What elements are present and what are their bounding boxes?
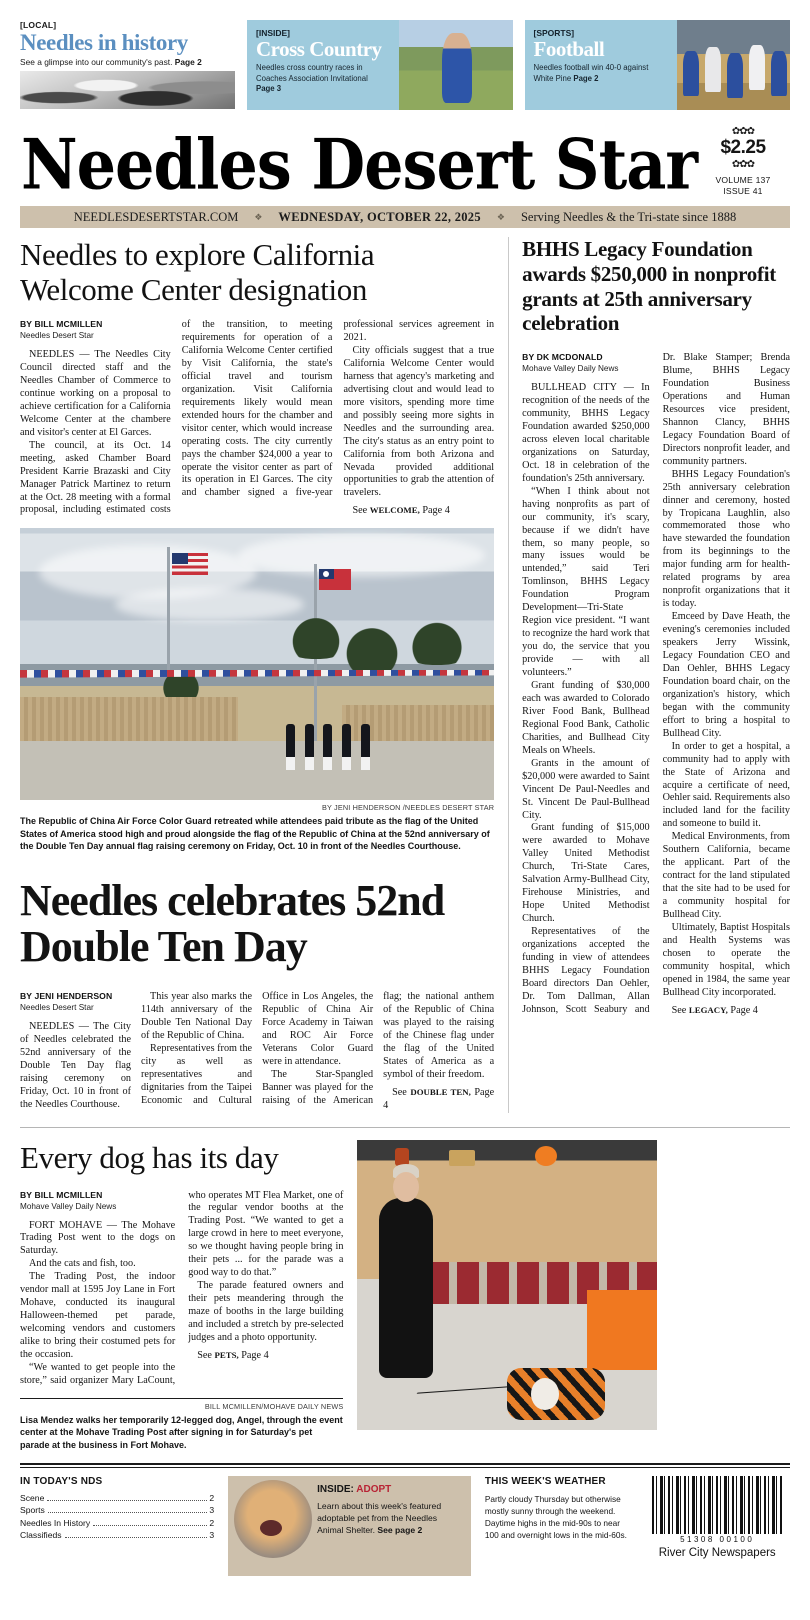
teaser-sub-local (20, 57, 235, 68)
jump-prefix: See (197, 1349, 212, 1361)
right-byline: BY DK MCDONALD (522, 352, 603, 363)
right-paragraph: Grant funding of $15,000 were awarded to Mohave Valley United Methodist Church, Tri-State Cares, Salvation Army-Bullhead City, Firehouse Ministries, and Hope United Methodist Church. (522, 822, 650, 925)
teaser-strip (20, 0, 790, 120)
teaser-title-inside[interactable]: Cross Country (256, 37, 382, 61)
index-dots (48, 1512, 208, 1513)
index-row[interactable] (20, 1493, 214, 1503)
index-page: 3 (209, 1505, 215, 1516)
right-paragraph: Medical Environments, from Southern California, became the applicant. Part of the contract for the land stipulated that the site had to be used for a community hospital for Bullhead City. (662, 831, 790, 921)
jump-page: Page 4 (241, 1349, 269, 1361)
diamond-separator-icon: ❖ (254, 211, 263, 222)
lead-paragraph: The council, at its Oct. 14 meeting, asked Chamber Board President Karrie Brazaski and City Manager Patrick Martinez to return at the Oct. 28 meeting with a formal proposal, including estimated costs of the transition, to meeting requirements for operation of a California Welcome Center certified by Visit California, the state's official travel and tourism organization. Visit California requirements likely would mean extended hours for the chamber and visitor center, which would increase operating costs. The city currently pays the chamber $24,000 a year to operate the visitor center as part of its operation in El Garces. The city and chamber signed a five-year professional services agreement in 2021. (20, 319, 495, 516)
index-row[interactable] (20, 1530, 214, 1540)
teaser-local[interactable] (20, 20, 235, 120)
dog-jump-line[interactable] (188, 1350, 343, 1363)
teaser-inside[interactable] (247, 20, 513, 110)
barcode-icon (652, 1476, 782, 1534)
teaser-page-local: Page 2 (174, 57, 202, 68)
jump-prefix: See (352, 505, 368, 517)
dog-paragraph: “We wanted to get people into the store,” said organizer Mary LaCount, who operates MT Flea Market, one of the regular vendor booths at the Trading Post. “We wanted to get a large crowd in here to meet everyone, so we thought having people bring in their pets ... for the parade was a good way to do that.” (20, 1189, 344, 1386)
index-row[interactable] (20, 1518, 214, 1528)
cross-country-runner-photo (399, 20, 513, 110)
dog-paragraph: And the cats and fish, too. (29, 1258, 136, 1270)
jump-page: Page 4 (422, 505, 450, 517)
issue-number: ISSUE 41 (723, 186, 763, 197)
double-ten-byline-org: Needles Desert Star (20, 1002, 94, 1012)
jump-prefix: See (671, 1004, 687, 1016)
adopt-body (317, 1500, 463, 1536)
lead-story-body (20, 319, 494, 518)
index-label: Classifieds (20, 1530, 62, 1541)
weather-body: Partly cloudy Thursday but otherwise mostly sunny through the weekend. Daytime highs in the mid-90s to near 100 and overnight lows in the mid-60s. (484, 1493, 627, 1540)
index-page: 3 (209, 1530, 215, 1541)
lead-byline: BY BILL MCMILLEN (20, 319, 103, 330)
double-ten-byline: BY JENI HENDERSON (20, 990, 113, 1001)
adopt-promo-block[interactable] (228, 1476, 471, 1576)
index-label: Needles In History (20, 1517, 91, 1528)
jump-page: Page 4 (730, 1004, 758, 1016)
index-block (20, 1476, 214, 1576)
teaser-sub-text: Needles cross country races in Coaches Association Invitational (256, 63, 368, 83)
teaser-title-local[interactable]: Needles in history (20, 30, 188, 55)
teaser-sub-text: Needles football win 40-0 against White Pine (533, 63, 649, 83)
adoptable-dog-photo (228, 1476, 313, 1576)
adopt-body-link[interactable]: See page 2 (377, 1524, 423, 1535)
footer-rule (20, 1463, 790, 1465)
index-title: IN TODAY'S NDS (20, 1475, 103, 1487)
ornament-top-icon: ✿✿✿ (731, 126, 755, 137)
weather-title: THIS WEEK'S WEATHER (484, 1475, 606, 1487)
newspaper-title-text: Needles Desert Star (20, 123, 698, 206)
dog-story-section (20, 1140, 790, 1451)
dog-byline: BY BILL MCMILLEN (20, 1189, 103, 1200)
index-label: Scene (20, 1492, 45, 1503)
main-content-grid (20, 237, 790, 1113)
lead-paragraph: NEEDLES — The Needles City Council directed staff and the Needles Chamber of Commerce to continue working on a proposal to achieve certification for a California Welcome Center at the chambere and visitor's center at El Garces. (20, 349, 171, 438)
dog-byline-org: Mohave Valley Daily News (20, 1201, 117, 1211)
teaser-sub-sports (534, 63, 669, 84)
right-paragraph: Representatives of the organizations accepted the funding in view of attendees BHHS Legacy Foundation Board directors Dan Oehler, Dr. Tom Dallman, Allan Johnson, Scott Seabury and Dr. Blake Stamper; Brenda Blume, BHHS Legacy Foundation Business Operations and Human Resources vice president, Shannon Clancy, BHHS Legacy Foundation Board of Directors nonprofit leader, and community partners. (522, 352, 790, 1015)
double-ten-day-flag-ceremony-photo (20, 528, 494, 800)
main-photo-caption: The Republic of China Air Force Color Guard retreated while attendees paid tribute as the flag of the United States of America stood high and proud alongside the flag of the Republic of China at the 52nd anniversary of the Double Ten Day annual flag raising ceremony on Friday, Oct. 10 in front of the Needles Courthouse. (20, 816, 490, 851)
teaser-kicker-inside: [INSIDE] (256, 28, 290, 38)
main-photo-credit: BY JENI HENDERSON /NEEDLES DESERT STAR (321, 803, 495, 813)
teaser-sub-inside (256, 63, 391, 95)
dog-photo-caption: Lisa Mendez walks her temporarily 12-legged dog, Angel, through the event center at the Mohave Trading Post after signing in for Saturday's pet parade at the business in Fort Mohave. (20, 1414, 343, 1450)
right-paragraph: Grants in the amount of $20,000 were awarded to Saint Vincent De Paul-Needles and St. Vincent De Paul-Bullhead City. (522, 757, 650, 821)
barcode-digits: 51308 00100 (680, 1534, 755, 1544)
index-dots (65, 1537, 208, 1538)
teaser-page-sports: Page 2 (573, 73, 599, 83)
jump-label: DOUBLE TEN, (410, 1086, 471, 1097)
price-block (700, 128, 786, 197)
right-paragraph: BHHS Legacy Foundation's 25th anniversary celebration dinner and ceremony, hosted by Tropicana Laughlin, also commemorated those who have stewarded the foundation from its beginnings to the major funding arm for health-related programs by area nonprofit organizations that it is today. (662, 468, 790, 610)
adopt-text (313, 1476, 471, 1576)
right-story-body (522, 352, 790, 1018)
double-ten-paragraph: This year also marks the 114th anniversary of the Double Ten National Day of the Republic of China. (141, 990, 253, 1041)
right-paragraph: Grant funding of $30,000 each was awarded to Colorado River Food Bank, Bullhead Regional Food Bank, Catholic Charities, and Bullhead City Meals on Wheels. (522, 679, 650, 756)
teaser-page-inside: Page 3 (256, 84, 282, 94)
publisher-name: River City Newspapers (658, 1546, 776, 1559)
right-paragraph: Ultimately, Baptist Hospitals and Health Systems was chosen to operate the community hospital, which opened in 1984, the same year Bullhead City incorporated. (662, 922, 790, 998)
index-dots (47, 1500, 207, 1501)
adopt-heading (317, 1484, 463, 1495)
jump-label: WELCOME, (369, 505, 420, 516)
right-headline[interactable]: BHHS Legacy Foundation awards $250,000 in nonprofit grants at 25th anniversary celebration (522, 237, 776, 336)
section-divider (20, 1127, 790, 1128)
lead-headline[interactable]: Needles to explore California Welcome Center designation (20, 237, 375, 308)
barcode-block (644, 1476, 790, 1576)
teaser-sub-text: See a glimpse into our community's past. (20, 57, 173, 68)
index-page: 2 (209, 1492, 215, 1503)
footer (20, 1468, 790, 1576)
right-paragraph: BULLHEAD CITY — In recognition of the needs of the community, BHHS Legacy Foundation awarded $250,000 across eleven local charitable organizations on Saturday, Oct. 18 in celebration of the foundation's 25th anniversary. (522, 382, 650, 484)
index-label: Sports (20, 1505, 45, 1516)
dog-story-left (20, 1140, 357, 1451)
right-byline-org: Mohave Valley Daily News (522, 364, 619, 374)
left-column (20, 237, 508, 1113)
dog-story-right (357, 1140, 790, 1451)
double-ten-jump-line[interactable] (383, 1087, 494, 1113)
index-row[interactable] (20, 1505, 214, 1515)
lead-byline-org: Needles Desert Star (20, 331, 94, 341)
tagline: Serving Needles & the Tri-state since 1888 (520, 209, 737, 224)
historic-bw-photo (20, 71, 235, 109)
newspaper-title (20, 119, 790, 212)
dog-paragraph: FORT MOHAVE — The Mohave Trading Post went to the dogs on Saturday. (20, 1219, 176, 1257)
double-ten-paragraph: The Star-Spangled Banner was played for the raising of the American flag; the national anthem of the Republic of China was played to the raising of the Chinese flag under the flag of the United States of America as a symbol of their freedom. (262, 990, 495, 1106)
website-url[interactable]: NEEDLESDESERTSTAR.COM (73, 209, 239, 224)
dog-paragraph: The Trading Post, the indoor vendor mall at 1595 Joy Lane in Fort Mohave, conducted its inaugural Halloween-themed pet parade, welcoming vendors and customers alike to bring their costumed pets for the occasion. (20, 1271, 176, 1361)
teaser-title-sports[interactable]: Football (533, 37, 605, 61)
football-team-photo (677, 20, 791, 110)
dog-story-body (20, 1190, 343, 1388)
jump-label: LEGACY, (688, 1004, 728, 1015)
teaser-kicker-local: [LOCAL] (20, 20, 57, 30)
jump-prefix: See (392, 1086, 407, 1098)
right-paragraph: “When I think about not having nonprofits as part of our community, it's scary, because if we didn't have them, so many people, so many issues would be untended,” said Teri Tomlinson, BHHS Legacy Foundation Program Development—Tri-State Region vice president. “I want to recognize the hard work that you do, the service that you provide — with all volunteers.” (522, 485, 650, 679)
teaser-sports-text (525, 20, 677, 110)
cover-price: $2.25 (720, 137, 766, 158)
issue-date: WEDNESDAY, OCTOBER 22, 2025 (278, 209, 481, 224)
jump-label: PETS, (214, 1349, 239, 1360)
dog-paragraph: The parade featured owners and their pets meandering through the maze of booths in the large building and included a stretch by pre-selected judges and a photo opportunity. (188, 1280, 344, 1343)
right-column (508, 237, 790, 1113)
adopt-heading-accent: ADOPT (356, 1483, 392, 1495)
weather-block (485, 1476, 633, 1576)
double-ten-paragraph: Representatives from the city as well as representatives and dignitaries from the Taipei Economic and Cultural Office in Los Angeles, the Republic of China Air Force Academy in Taiwan and ROC Air Force Veterans Color Guard were in attendance. (141, 990, 374, 1106)
adopt-body-text: Learn about this week's featured adoptable pet from the Needles Animal Shelter. (317, 1500, 442, 1535)
adopt-heading-prefix: INSIDE: (317, 1483, 354, 1495)
double-ten-story-body (20, 991, 494, 1113)
right-jump-line[interactable] (663, 1005, 790, 1018)
lead-paragraph: City officials suggest that a true California Welcome Center would harness that agency's marketing and advertising clout and would lead to more visitors, spending more time and possibly seeing more sights in Needles and the surrounding area. The city's status as an entry point to California from both Arizona and Nevada provided additional opportunities to grab the attention of travelers. (343, 344, 495, 499)
double-ten-paragraph: NEEDLES — The City of Needles celebrated the 52nd anniversary of the Double Ten Day flag raising ceremony on Friday, Oct. 10 in front of the Needles Courthouse. (20, 1020, 132, 1110)
ornament-bottom-icon: ✿✿✿ (731, 159, 755, 170)
index-dots (93, 1525, 207, 1526)
dog-headline[interactable]: Every dog has its day (20, 1139, 279, 1175)
teaser-sports[interactable] (525, 20, 791, 110)
lead-jump-line[interactable] (343, 505, 494, 518)
jump-page: Page 4 (383, 1086, 495, 1111)
masthead (20, 124, 790, 206)
volume-number: VOLUME 137 (715, 175, 771, 185)
pet-parade-dog-photo (357, 1140, 657, 1430)
right-paragraph: In order to get a hospital, a community had to apply with the State of Arizona and acquire a certificate of need, Oehler said. Requirements also included land for the facility and someone to build it. (662, 740, 790, 830)
dog-photo-credit: BILL MCMILLEN/MOHAVE DAILY NEWS (204, 1401, 344, 1411)
teaser-inside-text (247, 20, 399, 110)
right-paragraph: Emceed by Dave Heath, the evening's ceremonies included speakers Jerry Wissink, Legacy Foundation CEO and Dan Oehler, BHHS Legacy Foundation board chair, on the organization's history, which began with the community effort to bring a hospital to Bullhead City. (662, 611, 790, 739)
teaser-kicker-sports: [SPORTS] (533, 28, 575, 38)
index-page: 2 (209, 1517, 215, 1528)
double-ten-headline[interactable]: Needles celebrates 52nd Double Ten Day (20, 876, 445, 971)
diamond-separator-icon: ❖ (496, 211, 505, 222)
